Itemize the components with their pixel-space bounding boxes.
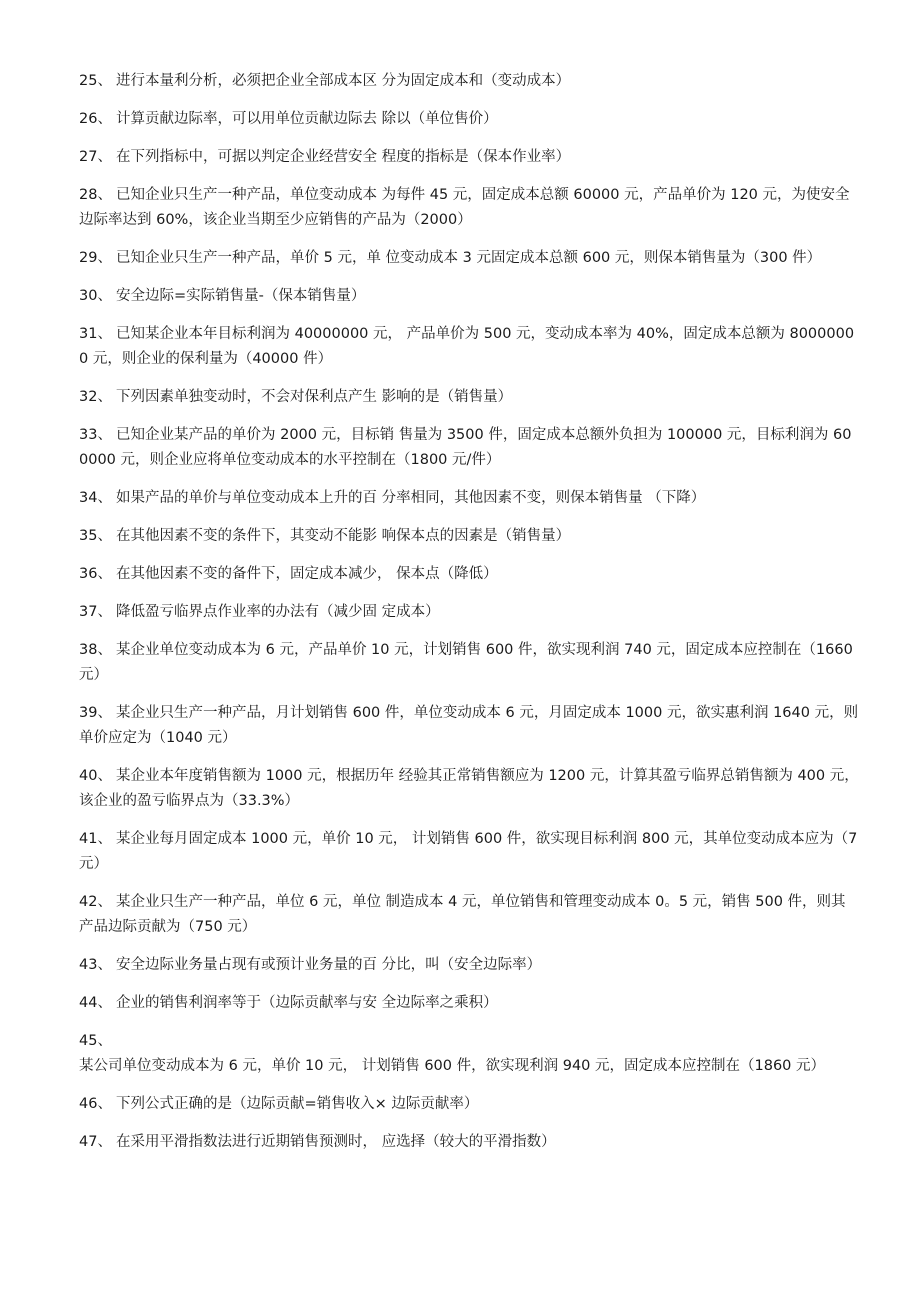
item-text: 进行本量利分析，必须把企业全部成本区 分为固定成本和（变动成本）: [116, 73, 571, 89]
list-item: [79, 562, 859, 587]
list-item: [79, 1092, 859, 1117]
list-item: [79, 1130, 859, 1155]
item-number: 37、: [79, 604, 112, 620]
item-text: 已知企业只生产一种产品，单价 5 元，单 位变动成本 3 元固定成本总额 600 元，则保本销售量为（300 件）: [116, 250, 822, 266]
list-item: [79, 953, 859, 978]
item-number: 30、: [79, 288, 112, 304]
item-number: 38、: [79, 642, 112, 658]
list-item: [79, 486, 859, 511]
item-text: 某企业单位变动成本为 6 元，产品单价 10 元，计划销售 600 件，欲实现利润 740 元，固定成本应控制在（1660 元）: [79, 642, 853, 683]
item-number: 27、: [79, 149, 112, 165]
item-number: 36、: [79, 566, 112, 582]
list-item: [79, 701, 859, 751]
list-item: [79, 423, 859, 473]
list-item: [79, 638, 859, 688]
item-text: 安全边际=实际销售量-（保本销售量）: [116, 288, 366, 304]
list-item: [79, 322, 859, 372]
item-text: 已知企业某产品的单价为 2000 元，目标销 售量为 3500 件，固定成本总额外负担为 100000 元，目标利润为 600000 元，则企业应将单位变动成本的水平控制在（1800 元/件）: [79, 427, 852, 468]
list-item: [79, 385, 859, 410]
item-number: 26、: [79, 111, 112, 127]
list-item: [79, 246, 859, 271]
item-text: 已知企业只生产一种产品，单位变动成本 为每件 45 元，固定成本总额 60000 元，产品单价为 120 元，为使安全边际率达到 60%，该企业当期至少应销售的产品为（2000）: [79, 187, 850, 228]
item-number: 45、: [79, 1033, 112, 1049]
item-number: 31、: [79, 326, 112, 342]
question-list: [79, 69, 859, 1168]
item-text: 某企业本年度销售额为 1000 元，根据历年 经验其正常销售额应为 1200 元，计算其盈亏临界总销售额为 400 元，该企业的盈亏临界点为（33.3%）: [79, 768, 859, 809]
list-item: [79, 890, 859, 940]
item-text: 在采用平滑指数法进行近期销售预测时， 应选择（较大的平滑指数）: [116, 1134, 556, 1150]
item-number: 42、: [79, 894, 112, 910]
item-text: 下列公式正确的是（边际贡献=销售收入× 边际贡献率）: [116, 1096, 479, 1112]
item-text: 某企业只生产一种产品，单位 6 元，单位 制造成本 4 元，单位销售和管理变动成本 0。5 元，销售 500 件，则其产品边际贡献为（750 元）: [79, 894, 846, 935]
list-item: [79, 524, 859, 549]
item-number: 28、: [79, 187, 112, 203]
item-number: 34、: [79, 490, 112, 506]
item-number: 47、: [79, 1134, 112, 1150]
item-number: 43、: [79, 957, 112, 973]
list-item: [79, 69, 859, 94]
list-item: [79, 145, 859, 170]
item-number: 25、: [79, 73, 112, 89]
list-item: [79, 600, 859, 625]
item-text: 在下列指标中，可据以判定企业经营安全 程度的指标是（保本作业率）: [116, 149, 571, 165]
item-text: 下列因素单独变动时，不会对保利点产生 影响的是（销售量）: [116, 389, 513, 405]
item-number: 39、: [79, 705, 112, 721]
item-number: 46、: [79, 1096, 112, 1112]
list-item: [79, 1029, 859, 1079]
item-number: 29、: [79, 250, 112, 266]
item-text: 已知某企业本年目标利润为 40000000 元， 产品单价为 500 元，变动成本率为 40%，固定成本总额为 80000000 元，则企业的保利量为（40000 件）: [79, 326, 855, 367]
list-item: [79, 183, 859, 233]
item-number: 32、: [79, 389, 112, 405]
item-number: 41、: [79, 831, 112, 847]
item-text: 某公司单位变动成本为 6 元，单价 10 元， 计划销售 600 件，欲实现利润 940 元，固定成本应控制在（1860 元）: [79, 1058, 826, 1074]
list-item: [79, 827, 859, 877]
item-text: 计算贡献边际率，可以用单位贡献边际去 除以（单位售价）: [116, 111, 498, 127]
item-text: 在其他因素不变的条件下，其变动不能影 响保本点的因素是（销售量）: [116, 528, 571, 544]
item-number: 33、: [79, 427, 112, 443]
item-text: 企业的销售利润率等于（边际贡献率与安 全边际率之乘积）: [116, 995, 498, 1011]
list-item: [79, 764, 859, 814]
item-number: 44、: [79, 995, 112, 1011]
item-text: 安全边际业务量占现有或预计业务量的百 分比，叫（安全边际率）: [116, 957, 542, 973]
list-item: [79, 284, 859, 309]
item-text: 如果产品的单价与单位变动成本上升的百 分率相同，其他因素不变，则保本销售量 （下降）: [116, 490, 706, 506]
item-number: 35、: [79, 528, 112, 544]
item-text: 在其他因素不变的备件下，固定成本减少， 保本点（降低）: [116, 566, 498, 582]
item-text: 某企业只生产一种产品，月计划销售 600 件，单位变动成本 6 元，月固定成本 1000 元，欲实惠利润 1640 元，则单价应定为（1040 元）: [79, 705, 859, 746]
list-item: [79, 991, 859, 1016]
list-item: [79, 107, 859, 132]
item-text: 某企业每月固定成本 1000 元，单价 10 元， 计划销售 600 件，欲实现目标利润 800 元，其单位变动成本应为（7 元）: [79, 831, 858, 872]
item-number: 40、: [79, 768, 112, 784]
item-text: 降低盈亏临界点作业率的办法有（减少固 定成本）: [116, 604, 440, 620]
